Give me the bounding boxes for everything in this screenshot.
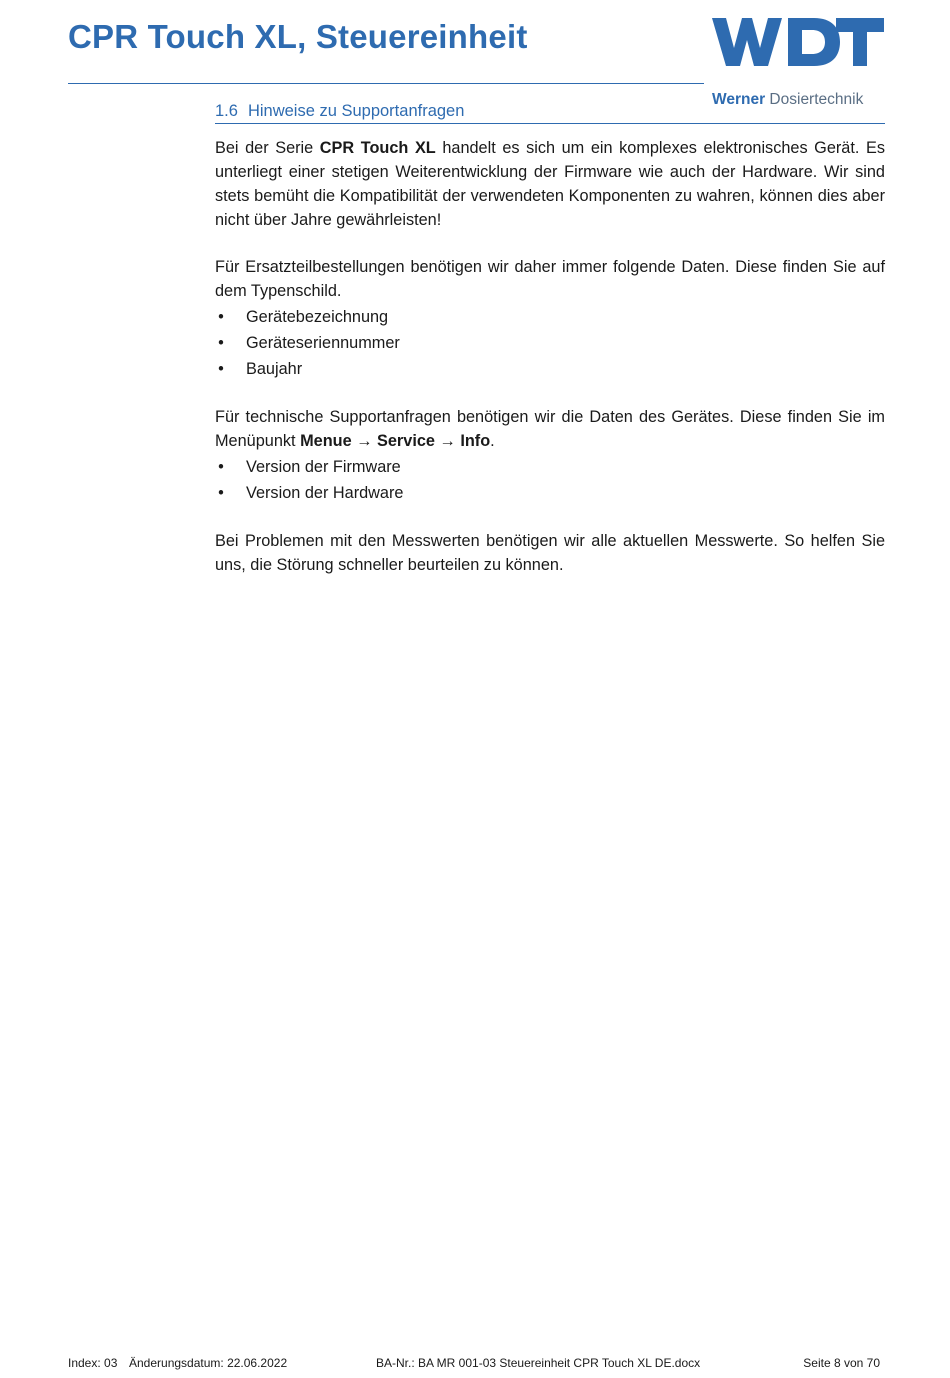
bullet-icon: • [218,458,224,476]
section-heading [215,102,885,124]
header-rule [68,83,704,84]
footer-date: Änderungsdatum: 22.06.2022 [129,1356,288,1370]
list-item: • Baujahr [215,356,885,382]
arrow-right-icon: → [356,432,373,450]
document-body [215,136,885,577]
footer-index: Index: 03 [68,1356,118,1370]
arrow-right-icon: → [439,432,456,450]
list-item: • Geräteseriennummer [215,330,885,356]
footer-doc-number: BA-Nr.: BA MR 001-03 Steuereinheit CPR Touch XL DE.docx [376,1356,701,1370]
bullet-icon: • [218,334,224,352]
wdt-logo [708,14,884,108]
menu-path-menue: Menue [300,432,352,450]
section-number: 1.6 [215,102,238,120]
product-name: CPR Touch XL [319,139,436,157]
wdt-logo-mark [712,14,884,68]
document-title: CPR Touch XL, Steuereinheit [68,18,528,55]
list-item: • Gerätebezeichnung [215,304,885,330]
logo-text: Werner Dosiertechnik [712,91,864,108]
paragraph-series-info: Bei der Serie CPR Touch XL handelt es sich um ein komplexes elektronisches Gerät. Es unterliegt einer stetigen Weiterentwicklung der Firmware wie auch der Hardware. Wir sind stets bemüht die Kompatibilität der verwendeten Komponenten zu wahren, können dies aber nicht über Jahre gewährleisten! [215,139,885,229]
menu-path-service: Service [377,432,435,450]
menu-path-info: Info [460,432,491,450]
paragraph-spare-parts: Für Ersatzteilbestellungen benötigen wir daher immer folgende Daten. Diese finden Sie auf dem Typenschild. [215,258,885,300]
section-title: Hinweise zu Supportanfragen [247,102,465,120]
support-data-list [215,454,885,506]
spare-parts-data-list [215,304,885,382]
paragraph-measurements: Bei Problemen mit den Messwerten benötigen wir alle aktuellen Messwerte. So helfen Sie uns, die Störung schneller beurteilen zu können. [215,532,885,574]
list-item: • Version der Hardware [215,480,885,506]
bullet-icon: • [218,308,224,326]
list-item: • Version der Firmware [215,454,885,480]
bullet-icon: • [218,484,224,502]
paragraph-support-requests: Für technische Supportanfragen benötigen wir die Daten des Gerätes. Diese finden Sie im Menüpunkt Menue → Service → Info. [215,408,885,450]
bullet-icon: • [218,360,224,378]
footer-page-number: Seite 8 von 70 [803,1356,880,1370]
